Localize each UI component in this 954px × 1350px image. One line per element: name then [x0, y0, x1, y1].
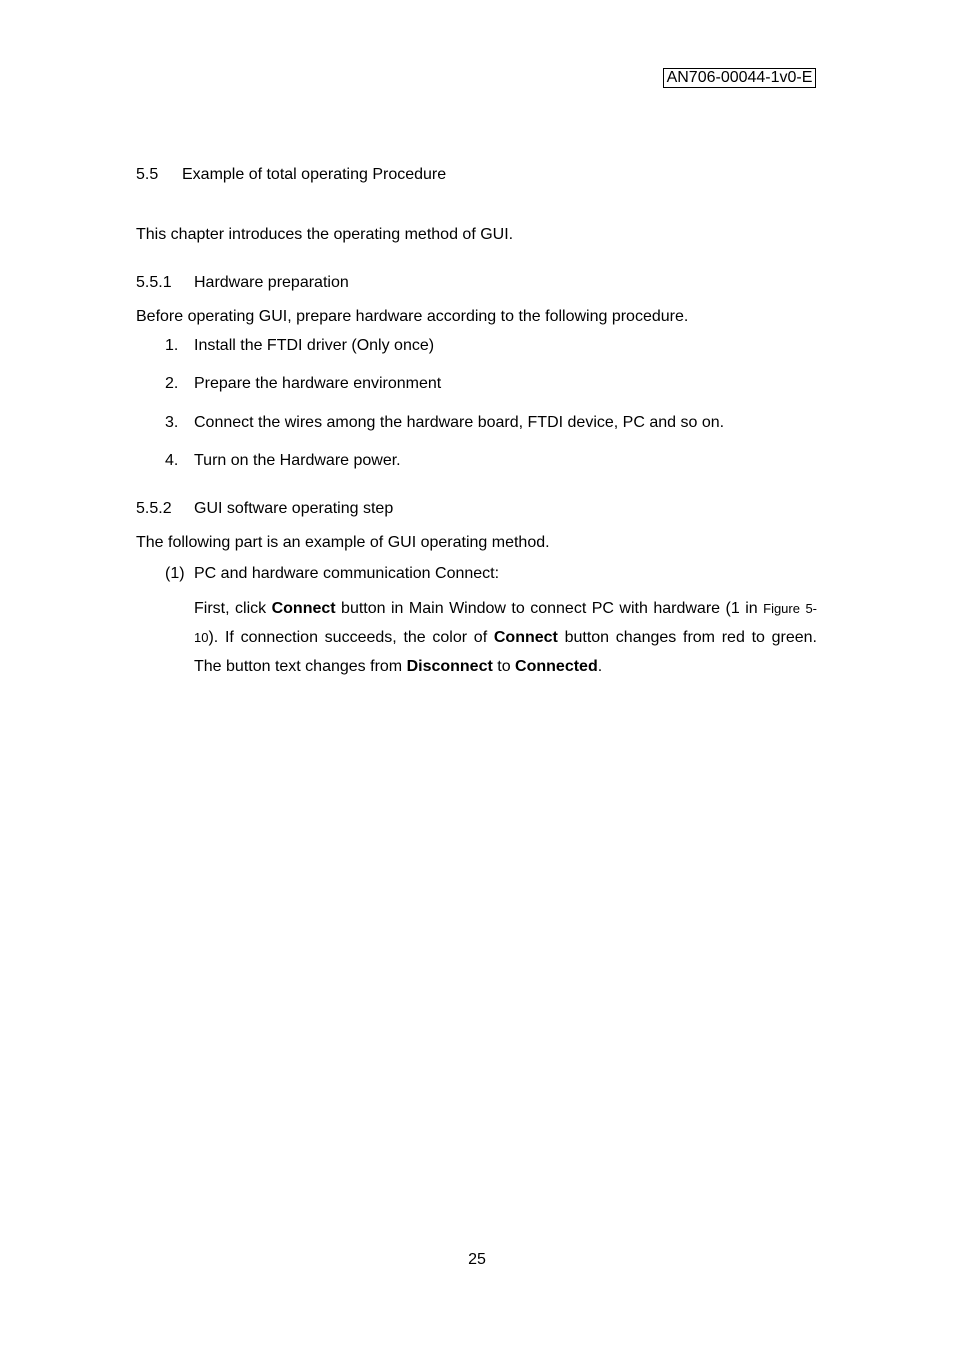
text-run: First, click — [194, 600, 272, 617]
section-number: 5.5 — [136, 166, 159, 183]
subsection-lead: Before operating GUI, prepare hardware according to the following procedure. — [136, 308, 689, 325]
figure-reference: Figure — [763, 601, 800, 616]
document-id: AN706-00044-1v0-E — [663, 68, 816, 88]
section-title: Example of total operating Procedure — [182, 166, 447, 183]
list-item-number: 1. — [165, 337, 179, 354]
step-number: (1) — [165, 565, 185, 582]
text-run: button changes from red to green. The button text changes from — [194, 629, 818, 675]
text-run: ). If connection succeeds, the color of — [208, 629, 494, 646]
bold-term-connect: Connect — [271, 600, 336, 617]
bold-term-connect: Connect — [493, 629, 558, 646]
list-item-number: 3. — [165, 414, 179, 431]
list-item: Turn on the Hardware power. — [194, 452, 401, 469]
subsection-title: Hardware preparation — [194, 274, 349, 291]
bold-term-disconnect: Disconnect — [406, 658, 493, 675]
subsection-title: GUI software operating step — [194, 500, 394, 517]
figure-reference-number: 5-10 — [194, 601, 818, 645]
intro-text: This chapter introduces the operating method of GUI. — [136, 226, 514, 243]
text-run: . — [597, 658, 603, 675]
step-paragraph — [194, 594, 817, 681]
list-item-number: 4. — [165, 452, 179, 469]
list-item-number: 2. — [165, 375, 179, 392]
text-run: to — [492, 658, 516, 675]
subsection-lead: The following part is an example of GUI operating method. — [136, 534, 550, 551]
list-item: Connect the wires among the hardware board, FTDI device, PC and so on. — [194, 414, 725, 431]
subsection-number: 5.5.2 — [136, 500, 172, 517]
bold-term-connected: Connected — [515, 658, 598, 675]
list-item: Install the FTDI driver (Only once) — [194, 337, 435, 354]
subsection-number: 5.5.1 — [136, 274, 172, 291]
step-title: PC and hardware communication Connect: — [194, 565, 500, 582]
list-item: Prepare the hardware environment — [194, 375, 442, 392]
text-run: button in Main Window to connect PC with hardware (1 in — [335, 600, 764, 617]
page-number: 25 — [468, 1251, 486, 1268]
